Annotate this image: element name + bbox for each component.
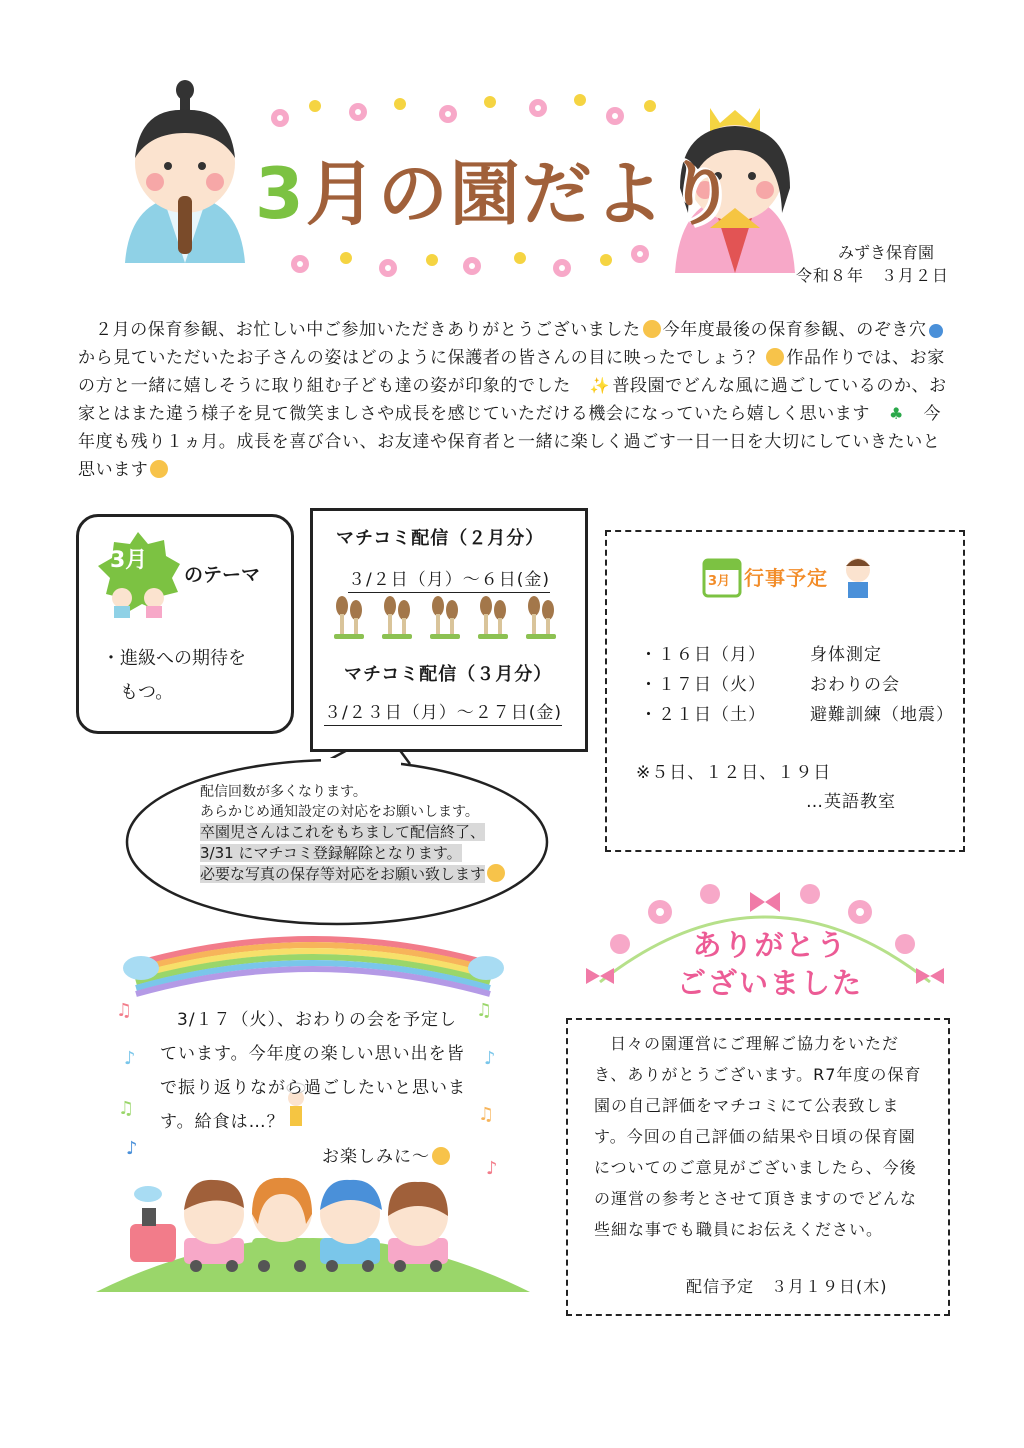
machicomi-range-feb: ３/２日（月）～６日(金) <box>348 565 550 593</box>
magnifier-icon <box>929 324 943 338</box>
sparkle-icon: ✨ <box>589 376 611 395</box>
event-name: 身体測定 <box>810 645 882 665</box>
intro-text: から見ていただいたお子さんの姿はどのように保護者の皆さんの目に映ったでしょう？ <box>78 348 765 368</box>
bubble-text <box>200 782 507 885</box>
clover-icon: ♣ <box>889 404 904 423</box>
svg-text:♫: ♫ <box>118 1098 135 1119</box>
theme-title: のテーマ <box>184 564 261 586</box>
page-title: 3月の園だより <box>255 153 738 235</box>
events-note-name: …英語教室 <box>806 792 896 812</box>
owari-closing-text: お楽しみに～ <box>322 1147 430 1167</box>
machicomi-title-mar: マチコミ配信（３月分） <box>344 664 553 685</box>
svg-text:♫: ♫ <box>478 1104 495 1125</box>
intro-text: 作品作りでは、お家の方と一緒に嬉しそうに取り組む子ども達の姿が印象的でした <box>78 348 945 396</box>
events-badge-num: 3月 <box>708 574 731 589</box>
owari-closing <box>322 1142 452 1167</box>
bubble-line: 配信回数が多くなります。 <box>200 784 367 800</box>
intro-text: ２月の保育参観、お忙しい中ご参加いただきありがとうございました <box>95 320 641 340</box>
event-name: 避難訓練（地震） <box>810 705 954 725</box>
thanks-title <box>640 926 900 1002</box>
rainbow-icon <box>136 939 490 994</box>
hina-male-doll-icon <box>125 80 245 263</box>
intro-text: 今年度も残り１ヵ月。成長を喜び合い、お友達や保育者と一緒に楽しく過ごす一日一日を大切にしていきたいと思います <box>78 404 942 480</box>
theme-text <box>102 642 282 710</box>
svg-text:♪: ♪ <box>126 1138 138 1159</box>
svg-text:♫: ♫ <box>116 1000 133 1021</box>
theme-badge-icon <box>92 528 184 620</box>
theme-badge-label: 3月 <box>110 548 148 573</box>
bubble-line-highlight: 必要な写真の保存等対応をお願い致します <box>200 865 486 883</box>
event-date: ・１７日（火） <box>640 675 766 695</box>
issue-date: 令和８年 ３月２日 <box>795 266 949 285</box>
events-list <box>640 640 954 730</box>
thanks-schedule: 配信予定 ３月１９日(木) <box>686 1277 888 1296</box>
event-date: ・１６日（月） <box>640 645 766 665</box>
events-note-dates: ※５日、１２日、１９日 <box>636 763 832 783</box>
events-badge-text: 行事予定 <box>744 566 828 590</box>
thanks-text: 日々の園運営にご理解ご協力をいただき、ありがとうございます。R7年度の保育園の自己評価をマチコミにて公表致します。今回の自己評価の結果や日頃の保育園についてのご意見がございましたら、今後の運営の参考とさせて頂きますのでどんな些細な事でも職員にお伝えください。 <box>594 1034 922 1239</box>
school-name: みずき保育園 <box>837 243 934 262</box>
bubble-line: あらかじめ通知設定の対応をお願いします。 <box>200 804 479 820</box>
intro-text: 普段園でどんな風に過ごしているのか、お家とはまた違う様子を見て微笑ましさや成長を感じていただける機会になっていたら嬉しく思います <box>78 376 947 424</box>
svg-text:♪: ♪ <box>486 1158 498 1179</box>
smile-icon <box>150 460 168 478</box>
tsukushi-icon <box>330 594 570 640</box>
machicomi-range-mar: ３/２３日（月）～２７日(金) <box>324 698 562 726</box>
theme-line: ・進級への期待を <box>102 648 246 669</box>
event-date: ・２１日（土） <box>640 705 766 725</box>
bubble-line-highlight: 卒園児さんはこれをもちまして配信終了、 <box>200 823 486 841</box>
smile-icon <box>432 1147 450 1165</box>
smile-icon <box>643 320 661 338</box>
event-row <box>640 640 954 670</box>
thanks-title-line: ございました <box>676 966 863 1000</box>
bubble-line-highlight: 3/31 にマチコミ登録解除となります。 <box>200 844 462 862</box>
machicomi-title-feb: マチコミ配信（２月分） <box>336 528 545 549</box>
event-row <box>640 670 954 700</box>
svg-text:♫: ♫ <box>476 1000 493 1021</box>
svg-text:♪: ♪ <box>124 1048 136 1069</box>
thanks-title-line: ありがとう <box>692 928 848 962</box>
event-name: おわりの会 <box>810 675 900 695</box>
intro-text: 今年度最後の保育参観、のぞき穴 <box>662 320 927 340</box>
owari-text: 3/１７（火）、おわりの会を予定しています。今年度の楽しい思い出を皆で振り返りながら過ごしたいと思います。給食は…？ <box>160 1010 466 1132</box>
children-icon <box>184 1178 448 1246</box>
intro-paragraph <box>78 316 950 484</box>
event-row <box>640 700 954 730</box>
svg-text:♪: ♪ <box>484 1048 496 1069</box>
theme-line: もつ。 <box>120 682 174 703</box>
smile-icon <box>487 864 505 882</box>
smile-icon <box>766 348 784 366</box>
